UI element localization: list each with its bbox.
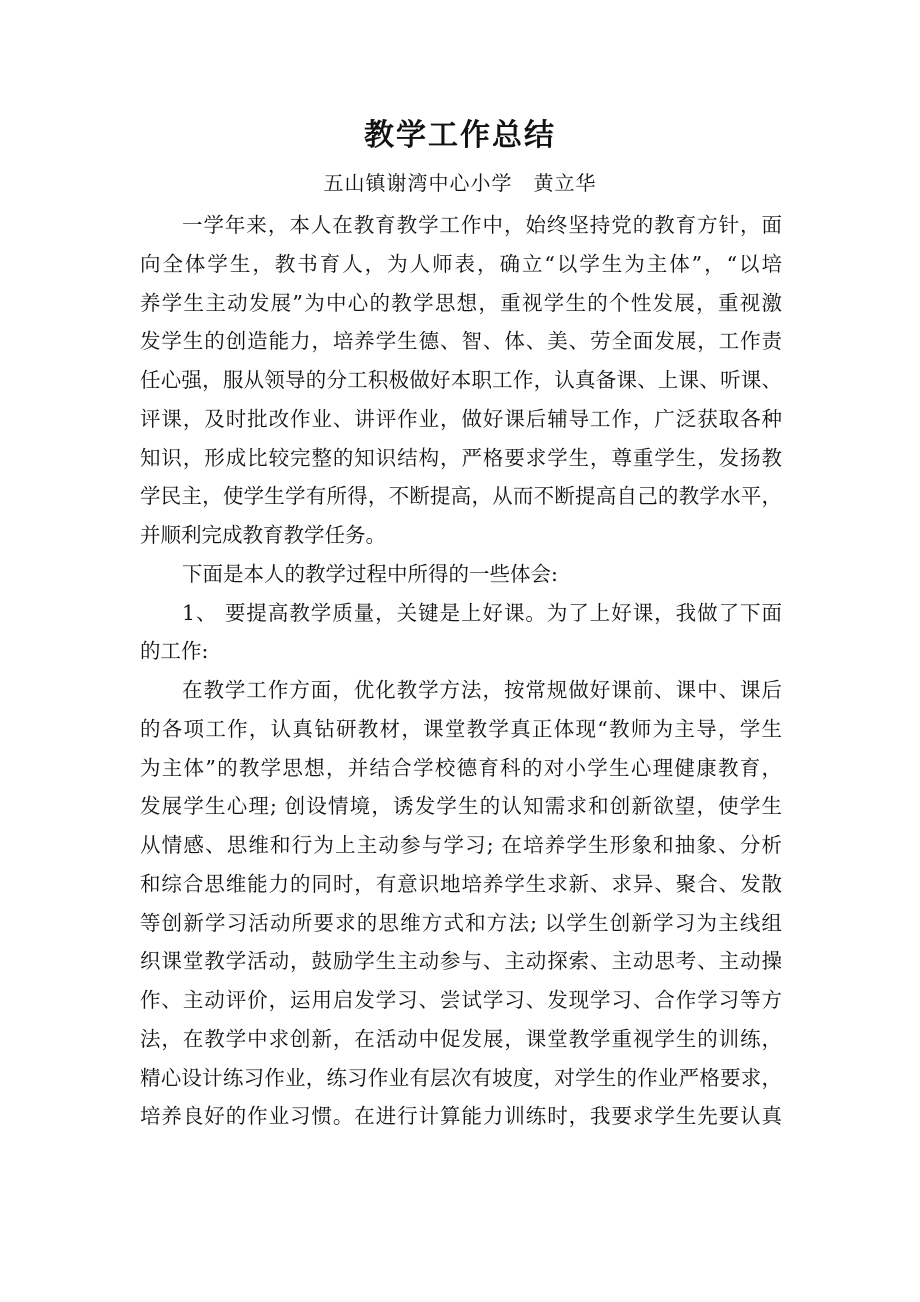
document-title: 教学工作总结 xyxy=(364,118,556,153)
body-line: 培养良好的作业习惯。在进行计算能力训练时，我要求学生先要认真 xyxy=(140,1104,782,1129)
body-line: 的工作: xyxy=(140,639,209,664)
body-line: 精心设计练习作业，练习作业有层次有坡度，对学生的作业严格要求， xyxy=(140,1065,782,1090)
body-line: 任心强，服从领导的分工积极做好本职工作，认真备课、上课、听课、 xyxy=(140,368,782,392)
author-byline: 五山镇谢湾中心小学 黄立华 xyxy=(323,171,597,195)
body-line: 知识，形成比较完整的知识结构，严格要求学生，尊重学生，发扬教 xyxy=(140,445,782,470)
body-line: 为主体”的教学思想，并结合学校德育科的对小学生心理健康教育， xyxy=(140,755,782,780)
body-line: 和综合思维能力的同时，有意识地培养学生求新、求异、聚合、发散 xyxy=(140,871,782,896)
body-line: 作、主动评价，运用启发学习、尝试学习、发现学习、合作学习等方 xyxy=(140,988,782,1012)
body-line: 并顺利完成教育教学任务。 xyxy=(140,523,386,547)
body-line: 从情感、思维和行为上主动参与学习; 在培养学生形象和抽象、分析 xyxy=(140,833,782,857)
document-body xyxy=(140,206,782,1136)
body-line: 在教学工作方面，优化教学方法，按常规做好课前、课中、课后 xyxy=(182,678,782,702)
body-line: 评课，及时批改作业、讲评作业，做好课后辅导工作，广泛获取各种 xyxy=(140,406,782,431)
body-line: 等创新学习活动所要求的思维方式和方法; 以学生创新学习为主线组 xyxy=(140,910,782,935)
body-line: 发学生的创造能力，培养学生德、智、体、美、劳全面发展，工作责 xyxy=(140,329,782,354)
body-line: 学民主，使学生学有所得，不断提高，从而不断提高自己的教学水平， xyxy=(140,484,782,509)
body-line: 养学生主动发展”为中心的教学思想，重视学生的个性发展，重视激 xyxy=(140,290,782,315)
body-line: 向全体学生，教书育人，为人师表，确立“以学生为主体”，“以培 xyxy=(140,251,782,276)
body-line: 发展学生心理; 创设情境，诱发学生的认知需求和创新欲望，使学生 xyxy=(140,794,782,819)
body-line: 的各项工作，认真钻研教材，课堂教学真正体现“教师为主导，学生 xyxy=(140,716,782,741)
body-line: 法，在教学中求创新，在活动中促发展，课堂教学重视学生的训练， xyxy=(140,1026,782,1051)
body-line: 一学年来，本人在教育教学工作中，始终坚持党的教育方针，面 xyxy=(182,213,782,237)
body-line: 下面是本人的教学过程中所得的一些体会: xyxy=(182,561,558,586)
body-line: 1、 要提高教学质量，关键是上好课。为了上好课，我做了下面 xyxy=(182,600,782,625)
body-line: 织课堂教学活动，鼓励学生主动参与、主动探索、主动思考、主动操 xyxy=(140,949,782,974)
